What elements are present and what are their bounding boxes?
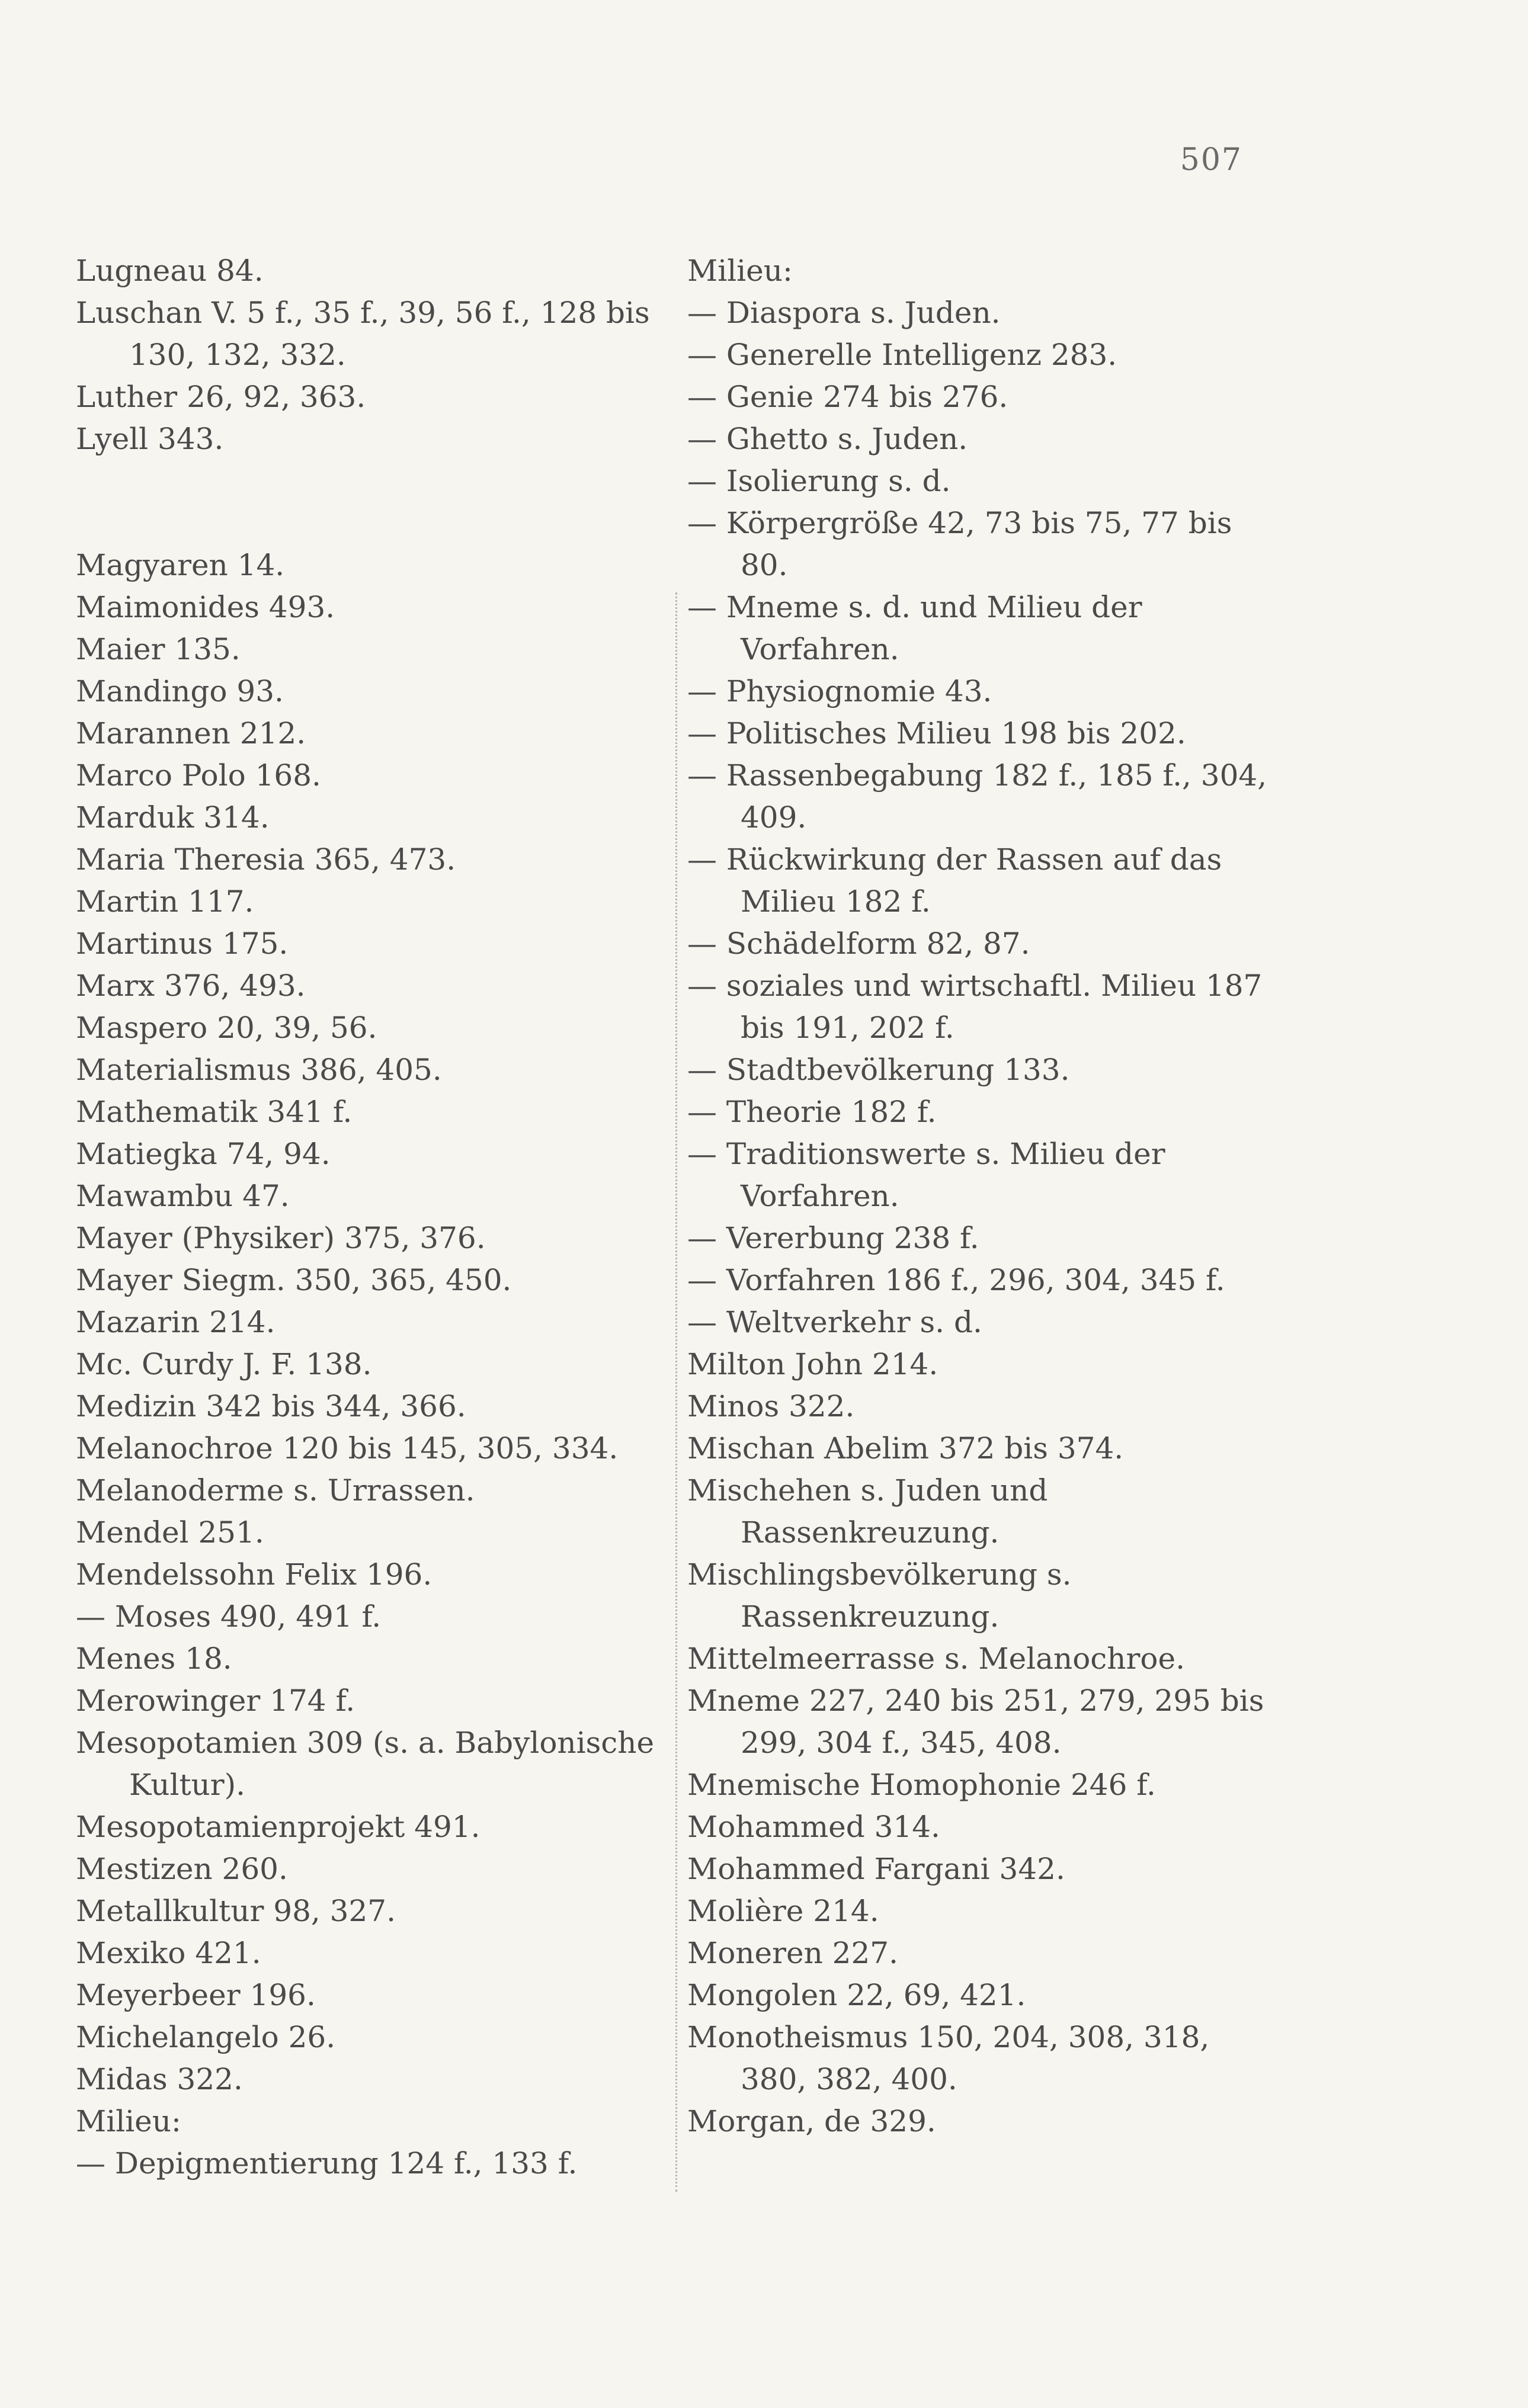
index-entry: Mandingo 93.	[76, 674, 284, 708]
index-entry: Materialismus 386, 405.	[76, 1053, 442, 1087]
index-subentry: — Schädelform 82, 87.	[687, 926, 1030, 961]
index-entry: Milton John 214.	[687, 1347, 938, 1381]
index-subentry: — Rassenbegabung 182 f., 185 f., 304, 409.	[687, 758, 1267, 835]
index-subentry: — Genie 274 bis 276.	[687, 380, 1008, 414]
index-subentry: — Generelle Intelligenz 283.	[687, 338, 1117, 372]
index-entry: Matiegka 74, 94.	[76, 1137, 331, 1171]
index-subentry: — Diaspora s. Juden.	[687, 296, 1001, 330]
index-entry: Mathematik 341 f.	[76, 1095, 353, 1129]
index-subentry: — Mneme s. d. und Milieu der Vorfahren.	[687, 590, 1142, 666]
index-entry: Magyaren 14.	[76, 548, 285, 582]
index-subentry: — Stadtbevölkerung 133.	[687, 1053, 1070, 1087]
index-entry: Melanochroe 120 bis 145, 305, 334.	[76, 1431, 619, 1466]
index-entry: Mohammed Fargani 342.	[687, 1852, 1065, 1886]
index-entry: Morgan, de 329.	[687, 2104, 936, 2138]
index-entry: Luther 26, 92, 363.	[76, 380, 366, 414]
index-subentry: — Isolierung s. d.	[687, 464, 951, 498]
index-entry: Maier 135.	[76, 632, 241, 666]
index-entry: Maspero 20, 39, 56.	[76, 1011, 377, 1045]
index-subentry: — Rückwirkung der Rassen auf das Milieu 182 f.	[687, 842, 1222, 919]
index-entry: Mnemische Homophonie 246 f.	[687, 1768, 1156, 1802]
section-gap	[76, 460, 662, 544]
index-subentry: — Theorie 182 f.	[687, 1095, 937, 1129]
index-entry: Mischan Abelim 372 bis 374.	[687, 1431, 1124, 1466]
index-entry: Melanoderme s. Urrassen.	[76, 1473, 475, 1508]
index-subentry: — Weltverkehr s. d.	[687, 1305, 982, 1339]
index-entry: Mneme 227, 240 bis 251, 279, 295 bis 299, 304 f., 345, 408.	[687, 1684, 1264, 1760]
index-column-right	[687, 250, 1280, 2143]
index-entry: Lugneau 84.	[76, 254, 264, 288]
index-entry: Maimonides 493.	[76, 590, 335, 624]
index-subentry: — Traditionswerte s. Milieu der Vorfahren.	[687, 1137, 1165, 1213]
index-entry: Milieu:	[687, 254, 793, 288]
index-entry: Mohammed 314.	[687, 1810, 940, 1844]
index-entry: Merowinger 174 f.	[76, 1684, 355, 1718]
column-divider	[675, 592, 677, 2192]
index-entry: Mc. Curdy J. F. 138.	[76, 1347, 372, 1381]
index-entry: Martin 117.	[76, 884, 254, 919]
page-number: 507	[1180, 142, 1242, 178]
index-entry: Mischehen s. Juden und Rassenkreuzung.	[687, 1473, 1048, 1550]
index-subentry: — Politisches Milieu 198 bis 202.	[687, 716, 1186, 751]
index-entry: Mazarin 214.	[76, 1305, 276, 1339]
index-entry: Marannen 212.	[76, 716, 306, 751]
index-entry: Mongolen 22, 69, 421.	[687, 1978, 1026, 2012]
index-entry: Luschan V. 5 f., 35 f., 39, 56 f., 128 bis 130, 132, 332.	[76, 296, 650, 372]
index-entry: Minos 322.	[687, 1389, 855, 1423]
index-entry: Moneren 227.	[687, 1936, 899, 1970]
index-subentry: — Physiognomie 43.	[687, 674, 992, 708]
index-subentry: — Vorfahren 186 f., 296, 304, 345 f.	[687, 1263, 1225, 1297]
index-entry: Menes 18.	[76, 1641, 232, 1676]
index-subentry: — Moses 490, 491 f.	[76, 1599, 382, 1634]
index-entry: Molière 214.	[687, 1894, 879, 1928]
index-entry: Metallkultur 98, 327.	[76, 1894, 396, 1928]
index-entry: Mawambu 47.	[76, 1179, 290, 1213]
index-entry: Midas 322.	[76, 2062, 243, 2096]
index-entry: Monotheismus 150, 204, 308, 318, 380, 382, 400.	[687, 2020, 1210, 2096]
index-subentry: — Ghetto s. Juden.	[687, 422, 968, 456]
index-entry: Marduk 314.	[76, 800, 270, 835]
index-entry: Mesopotamien 309 (s. a. Babylonische Kultur).	[76, 1726, 655, 1802]
index-subentry: — Körpergröße 42, 73 bis 75, 77 bis 80.	[687, 506, 1232, 582]
index-entry: Meyerbeer 196.	[76, 1978, 316, 2012]
index-entry: Mischlingsbevölkerung s. Rassenkreuzung.	[687, 1557, 1072, 1634]
index-subentry: — soziales und wirtschaftl. Milieu 187 bis 191, 202 f.	[687, 969, 1263, 1045]
index-entry: Medizin 342 bis 344, 366.	[76, 1389, 466, 1423]
index-entry: Mexiko 421.	[76, 1936, 261, 1970]
index-entry: Mestizen 260.	[76, 1852, 288, 1886]
index-entry: Maria Theresia 365, 473.	[76, 842, 456, 877]
index-entry: Marco Polo 168.	[76, 758, 321, 793]
index-subentry: — Depigmentierung 124 f., 133 f.	[76, 2146, 578, 2181]
index-entry: Milieu:	[76, 2104, 181, 2138]
index-entry: Michelangelo 26.	[76, 2020, 336, 2054]
index-entry: Marx 376, 493.	[76, 969, 306, 1003]
index-column-left	[76, 250, 662, 2185]
index-entry: Mendel 251.	[76, 1515, 264, 1550]
index-entry: Martinus 175.	[76, 926, 289, 961]
index-entry: Lyell 343.	[76, 422, 224, 456]
index-entry: Mayer Siegm. 350, 365, 450.	[76, 1263, 512, 1297]
index-subentry: — Vererbung 238 f.	[687, 1221, 979, 1255]
index-entry: Mayer (Physiker) 375, 376.	[76, 1221, 486, 1255]
index-entry: Mesopotamienprojekt 491.	[76, 1810, 480, 1844]
index-entry: Mittelmeerrasse s. Melanochroe.	[687, 1641, 1185, 1676]
index-entry: Mendelssohn Felix 196.	[76, 1557, 433, 1592]
